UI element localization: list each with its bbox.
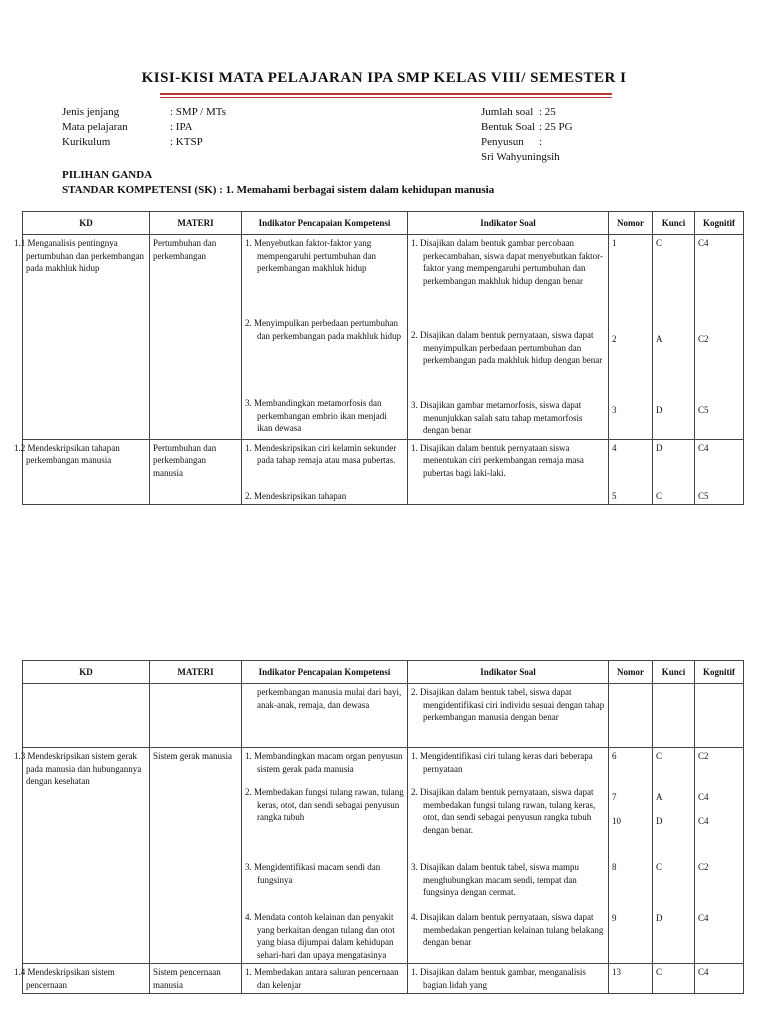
nomor-cell: 4 5 <box>609 439 653 505</box>
nomor-cell: 13 <box>609 964 653 994</box>
table-row <box>23 748 744 964</box>
kunci-cell: C A D C D <box>653 748 695 964</box>
section-heading: PILIHAN GANDA STANDAR KOMPETENSI (SK) : 1. Memahami berbagai sistem dalam kehidupan manusia <box>62 169 495 196</box>
meta-row: Kurikulum : KTSP <box>62 136 203 148</box>
ipk-cell: 1. Membandingkan macam organ penyusun sistem gerak pada manusia 2. Membedakan fungsi tulang rawan, tulang keras, otot, dan sendi sebagai penyusun rangka tubuh 3. Mengidentifikasi macam sendi dan fungsinya 4. Mendata contoh kelainan dan penyakit yang berkaitan dengan tulang dan otot yang biasa dijumpai dalam kehidupan sehari-hari dan upaya mengatasinya <box>242 748 408 964</box>
kognitif-cell: C4 <box>695 964 744 994</box>
kd-cell <box>23 684 150 748</box>
indikator-soal-cell: 1. Mengidentifikasi ciri tulang keras dari beberapa pernyataan 2. Disajikan dalam bentuk pernyataan, siswa dapat membedakan fungsi tulang rawan, tulang keras, otot, dan sendi sebagai penyusun rangka tubuh dengan benar. 3. Disajikan dalam bentuk tabel, siswa mampu menghubungkan macam sendi, tempat dan fungsinya dengan cermat. 4. Disajikan dalam bentuk pernyataan, siswa dapat membedakan pengertian kelainan tulang belakang dengan benar <box>408 748 609 964</box>
kunci-cell <box>653 684 695 748</box>
ipk-cell: 1. Membedakan antara saluran pencernaan dan kelenjar <box>242 964 408 994</box>
materi-cell: Pertumbuhan dan perkembangan manusia <box>150 439 242 505</box>
meta-row: Jenis jenjang : SMP / MTs <box>62 106 226 118</box>
table-header-row: KD MATERI Indikator Pencapaian Kompetensi Indikator Soal Nomor Kunci Kognitif <box>23 661 744 684</box>
page-title: KISI-KISI MATA PELAJARAN IPA SMP KELAS VIII/ SEMESTER I <box>141 70 627 86</box>
materi-cell <box>150 684 242 748</box>
kognitif-cell: C4 C5 <box>695 439 744 505</box>
indikator-soal-cell: 1. Disajikan dalam bentuk gambar percobaan perkecambahan, siswa dapat menyebutkan faktor-faktor yang mempengaruhi pertumbuhan dan perkembangan makhluk hidup dengan benar 2. Disajikan dalam bentuk pernyataan, siswa dapat menyimpulkan perbedaan pertumbuhan dan perkembangan pada makhluk hidup dengan benar 3. Disajikan gambar metamorfosis, siswa dapat menunjukkan salah satu tahap metamorfosis dengan benar <box>408 235 609 440</box>
indikator-soal-cell: 1. Disajikan dalam bentuk gambar, menganalisis bagian lidah yang <box>408 964 609 994</box>
meta-row: Mata pelajaran : IPA <box>62 121 193 133</box>
meta-row: Penyusun : <box>481 136 543 148</box>
kisi-table-2 <box>14 660 744 994</box>
kd-cell: 1.4 Mendeskripsikan sistem pencernaan <box>23 964 150 994</box>
meta-row: Bentuk Soal : 25 PG <box>481 121 573 133</box>
kisi-table-1 <box>14 211 744 505</box>
ipk-cell: 1. Menyebutkan faktor-faktor yang mempengaruhi pertumbuhan dan perkembangan makhluk hidup 2. Menyimpulkan perbedaan pertumbuhan dan perkembangan pada makhluk hidup 3. Membandingkan metamorfosis dan perkembangan embrio ikan menjadi ikan dewasa <box>242 235 408 440</box>
table-row <box>23 684 744 748</box>
kunci-cell: C A D <box>653 235 695 440</box>
meta-row: Sri Wahyuningsih <box>481 151 560 163</box>
meta-row: Jumlah soal : 25 <box>481 106 556 118</box>
kognitif-cell: C4 C2 C5 <box>695 235 744 440</box>
materi-cell: Sistem gerak manusia <box>150 748 242 964</box>
materi-cell: Pertumbuhan dan perkembangan <box>150 235 242 440</box>
ipk-cell: perkembangan manusia mulai dari bayi, anak-anak, remaja, dan dewasa <box>242 684 408 748</box>
kognitif-cell: C2 C4 C4 C2 C4 <box>695 748 744 964</box>
table-row <box>23 964 744 994</box>
kd-cell: 1.3 Mendeskripsikan sistem gerak pada manusia dan hubungannya dengan kesehatan <box>23 748 150 964</box>
indikator-soal-cell: 2. Disajikan dalam bentuk tabel, siswa dapat mengidentifikasi ciri individu sesuai dengan tahap perkembangan manusia dengan benar <box>408 684 609 748</box>
kd-cell: 1.2 Mendeskripsikan tahapan perkembangan manusia <box>23 439 150 505</box>
title-rule <box>160 93 612 95</box>
nomor-cell <box>609 684 653 748</box>
nomor-cell: 6 7 10 8 9 <box>609 748 653 964</box>
meta-left <box>62 105 226 150</box>
nomor-cell: 1 2 3 <box>609 235 653 440</box>
kunci-cell: C <box>653 964 695 994</box>
table-row <box>23 439 744 505</box>
kd-cell: 1.1 Menganalisis pentingnya pertumbuhan dan perkembangan pada makhluk hidup <box>23 235 150 440</box>
meta-right <box>481 105 573 165</box>
materi-cell: Sistem pencernaan manusia <box>150 964 242 994</box>
title-rule-thin <box>160 97 612 98</box>
ipk-cell: 1. Mendeskripsikan ciri kelamin sekunder pada tahap remaja atau masa pubertas. 2. Mendeskripsikan tahapan <box>242 439 408 505</box>
table-row <box>23 235 744 440</box>
indikator-soal-cell: 1. Disajikan dalam bentuk pernyataan siswa menentukan ciri perkembangan remaja masa pubertas bagi laki-laki. <box>408 439 609 505</box>
kognitif-cell <box>695 684 744 748</box>
kunci-cell: D C <box>653 439 695 505</box>
table-header-row: KD MATERI Indikator Pencapaian Kompetensi Indikator Soal Nomor Kunci Kognitif <box>23 212 744 235</box>
